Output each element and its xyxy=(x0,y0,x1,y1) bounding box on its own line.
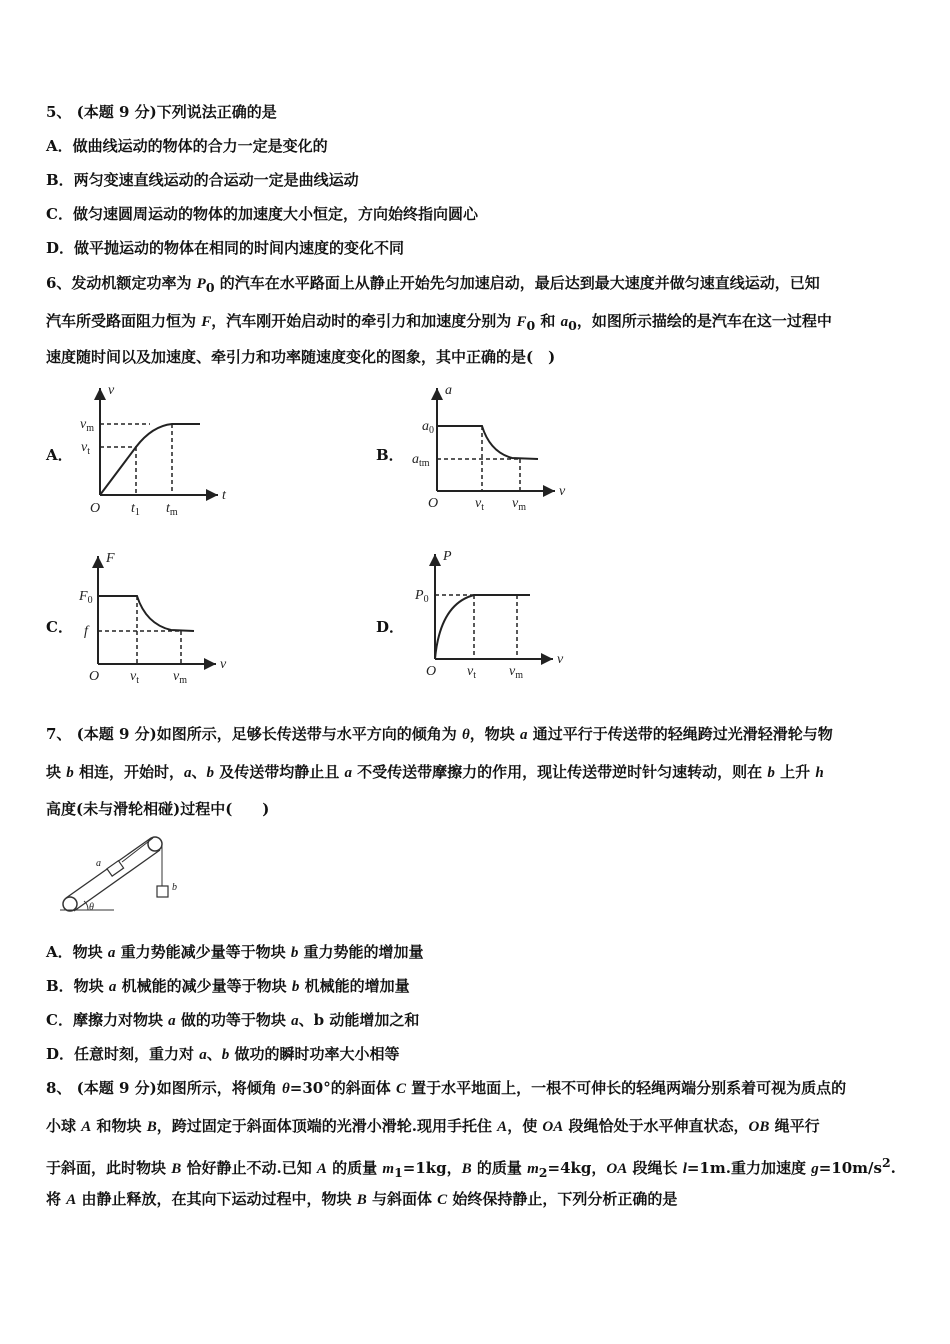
q8-stem-line2: 小球 A 和物块 B，跨过固定于斜面体顶端的光滑小滑轮.现用手托住 A，使 OA 段绳恰处于水平伸直状态，OB 绳平行 xyxy=(46,1117,820,1135)
graph-d-x-label: v xyxy=(557,652,564,667)
graph-c-vm-label: $v_m$ xyxy=(173,669,187,686)
graph-d-p0-label: $P_0$ xyxy=(415,588,429,605)
q6-graph-a xyxy=(80,380,240,520)
graph-b-x-label: v xyxy=(559,484,566,499)
q6-option-b-label[interactable]: B． xyxy=(376,446,404,464)
q7-stem-line1: 7、 (本题 9 分)如图所示，足够长传送带与水平方向的倾角为 θ，物块 a 通过平行于传送带的轻绳跨过光滑轻滑轮与物 xyxy=(46,725,833,743)
q8-stem-line4: 将 A 由静止释放，在其向下运动过程中，物块 B 与斜面体 C 始终保持静止，下列分析正确的是 xyxy=(46,1190,678,1208)
graph-b-vm-label: $v_m$ xyxy=(512,496,526,513)
q6-option-d-label[interactable]: D． xyxy=(376,618,405,636)
graph-a-y-label: v xyxy=(108,383,115,398)
q7-angle-arc xyxy=(84,901,88,910)
graph-c-f0-label: $F_0$ xyxy=(79,589,93,606)
graph-c-f-label: f xyxy=(84,624,88,639)
q6-stem-line2: 汽车所受路面阻力恒为 F，汽车刚开始启动时的牵引力和加速度分别为 $F_0$ 和 $a_0$，如图所示描绘的是汽车在这一过程中 xyxy=(46,312,832,333)
graph-d-vt-label: $v_t$ xyxy=(467,664,476,681)
q7-option-b[interactable]: B．物块 a 机械能的减少量等于物块 b 机械能的增加量 xyxy=(46,977,410,995)
graph-c-y-label: F xyxy=(106,551,115,566)
q6-stem-line3: 速度随时间以及加速度、牵引力和功率随速度变化的图象，其中正确的是( ) xyxy=(46,348,556,366)
graph-b-a0-label: $a_0$ xyxy=(422,419,434,436)
q5-stem: 5、 (本题 9 分)下列说法正确的是 xyxy=(46,103,277,121)
q6-graph-d xyxy=(410,546,570,686)
q6-graph-b xyxy=(412,380,572,520)
q6-option-a-label[interactable]: A． xyxy=(46,446,73,464)
graph-c-curve xyxy=(98,596,194,631)
q7-label-theta: θ xyxy=(89,902,94,913)
q5-option-b[interactable]: B．两匀变速直线运动的合运动一定是曲线运动 xyxy=(46,171,359,189)
graph-c-x-label: v xyxy=(220,657,227,672)
graph-d-origin: O xyxy=(426,664,437,679)
q8-stem-line1: 8、 (本题 9 分)如图所示，将倾角 θ=30°的斜面体 C 置于水平地面上，一根不可伸长的轻绳两端分别系着可视为质点的 xyxy=(46,1079,847,1097)
graph-a-curve xyxy=(100,424,200,495)
q7-block-a xyxy=(107,861,124,876)
graph-a-vm-label: $v_m$ xyxy=(80,417,94,434)
graph-c-origin: O xyxy=(89,669,100,684)
q5-option-d[interactable]: D．做平抛运动的物体在相同的时间内速度的变化不同 xyxy=(46,239,405,257)
q7-stem-line2: 块 b 相连，开始时，a、b 及传送带均静止且 a 不受传送带摩擦力的作用，现让传送带逆时针匀速转动，则在 b 上升 h xyxy=(46,763,824,781)
graph-d-vm-label: $v_m$ xyxy=(509,664,523,681)
graph-c-vt-label: $v_t$ xyxy=(130,669,139,686)
graph-a-t1-label: $t_1$ xyxy=(131,501,140,518)
q7-option-c[interactable]: C．摩擦力对物块 a 做的功等于物块 a、b 动能增加之和 xyxy=(46,1011,420,1029)
q8-stem-line3: 于斜面，此时物块 B 恰好静止不动.已知 A 的质量 $m_1=1kg$，B 的质量 $m_2=4kg$，OA 段绳长 l=1m.重力加速度 $g=10m/s^2$. xyxy=(46,1155,896,1180)
q7-conveyor-figure xyxy=(52,826,192,922)
graph-b-atm-label: $a_{tm}$ xyxy=(412,452,430,469)
graph-b-origin: O xyxy=(428,496,439,511)
graph-b-vt-label: $v_t$ xyxy=(475,496,484,513)
q7-stem-line3: 高度(未与滑轮相碰)过程中( ) xyxy=(46,800,270,818)
q7-block-b xyxy=(157,886,168,897)
q7-option-d[interactable]: D．任意时刻，重力对 a、b 做功的瞬时功率大小相等 xyxy=(46,1045,400,1063)
graph-b-y-label: a xyxy=(445,383,452,398)
q6-graph-c xyxy=(76,548,236,688)
q6-option-c-label[interactable]: C． xyxy=(46,618,73,636)
graph-d-y-label: P xyxy=(443,549,452,564)
q7-bottom-roller xyxy=(63,897,77,911)
q7-label-b: b xyxy=(172,882,177,893)
q5-option-a[interactable]: A．做曲线运动的物体的合力一定是变化的 xyxy=(46,137,328,155)
q7-belt-lower xyxy=(74,850,160,911)
q6-stem-line1: 6、发动机额定功率为 $P_0$ 的汽车在水平路面上从静止开始先匀加速启动，最后达到最大速度并做匀速直线运动，已知 xyxy=(46,274,820,295)
graph-b-curve xyxy=(437,426,538,459)
q7-label-a: a xyxy=(96,858,101,869)
graph-a-vt-label: $v_t$ xyxy=(81,440,90,457)
q5-option-c[interactable]: C．做匀速圆周运动的物体的加速度大小恒定，方向始终指向圆心 xyxy=(46,205,478,223)
graph-a-tm-label: $t_m$ xyxy=(166,501,178,518)
q7-option-a[interactable]: A．物块 a 重力势能减少量等于物块 b 重力势能的增加量 xyxy=(46,943,424,961)
graph-a-x-label: t xyxy=(222,488,226,503)
graph-a-origin: O xyxy=(90,501,101,516)
graph-d-curve xyxy=(435,595,530,659)
